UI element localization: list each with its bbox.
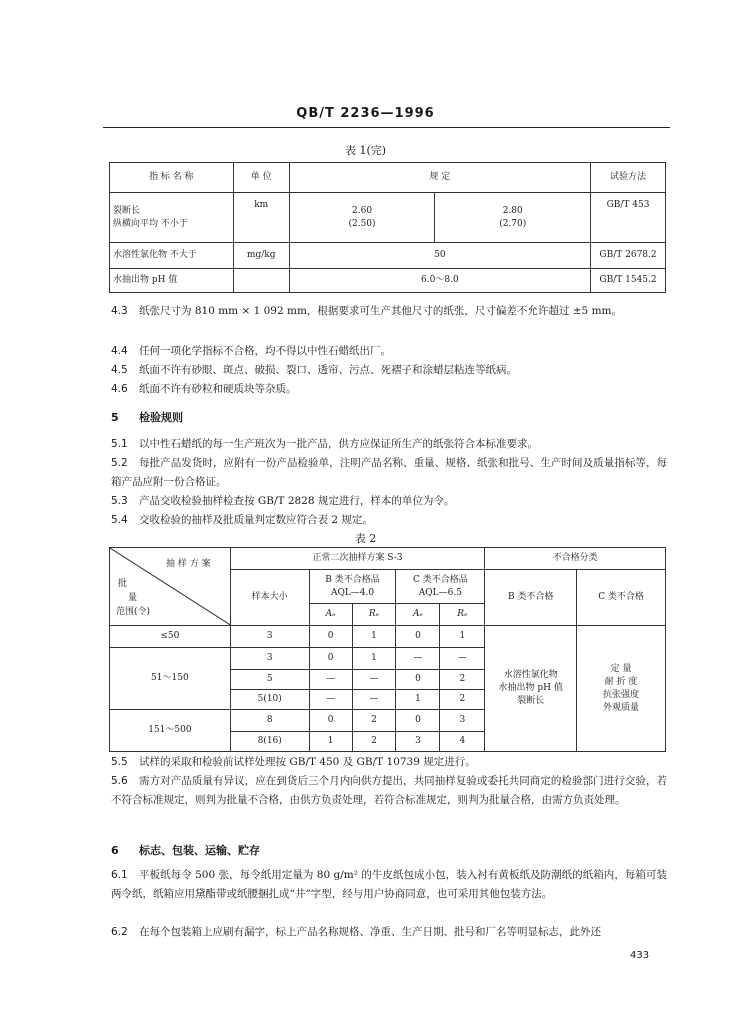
table2-cell-c-ac: 3 <box>396 732 440 752</box>
table1-cell-unit <box>233 269 289 293</box>
table1-row <box>110 269 666 293</box>
paragraph-text: 试样的采取和检验前试样处理按 GB/T 450 及 GB/T 10739 规定进行。 <box>139 756 476 768</box>
table2 <box>109 547 666 752</box>
table2-cell-range: 151～500 <box>110 710 231 752</box>
table2-cell-b-re: 1 <box>352 648 396 670</box>
b-class-aql: AQL—4.0 <box>330 587 375 598</box>
table2-cell-b-re: 2 <box>352 732 396 752</box>
page-number: 433 <box>630 950 650 961</box>
table2-cell-range: 51～150 <box>110 648 231 710</box>
table2-cell-range: ≤50 <box>110 626 231 648</box>
diagonal-bottom-text: 范围(令) <box>116 607 151 617</box>
paragraph-number: 5.4 <box>111 514 128 526</box>
table2-b-re-header: Rₑ <box>352 604 396 626</box>
c-item: 抗张强度 <box>603 689 640 700</box>
table2-cell-c-re: 1 <box>440 626 485 648</box>
table1-caption: 表 1(完) <box>344 144 387 157</box>
table2-plan-header: 正常二次抽样方案 S-3 <box>230 548 485 570</box>
paragraph-number: 5.1 <box>111 438 128 450</box>
paragraph-5-4 <box>111 511 667 530</box>
table2-cell-c-ac: 0 <box>396 626 440 648</box>
table2-cell-c-ac: — <box>396 648 440 670</box>
table2-cell-b-ac: 0 <box>309 626 352 648</box>
table1-value-a: 2.60 <box>352 205 373 216</box>
paragraph-text: 任何一项化学指标不合格，均不得以中性石蜡纸出厂。 <box>139 345 391 357</box>
paragraph-number: 5.2 <box>111 457 128 469</box>
paragraph-text: 交收检验的抽样及批质量判定数应符合表 2 规定。 <box>139 514 373 526</box>
table1-cell-value: 6.0～8.0 <box>289 269 590 293</box>
table1 <box>109 162 666 293</box>
paragraph-text: 产品交收检验抽样检查按 GB/T 2828 规定进行，样本的单位为令。 <box>139 495 455 507</box>
paragraph-4-6 <box>111 380 667 399</box>
paragraph-number: 6.2 <box>111 926 128 938</box>
paragraph-4-4 <box>111 342 667 361</box>
table1-cell-method: GB/T 2678.2 <box>591 243 666 269</box>
diagonal-mid-text: 批 <box>118 579 128 589</box>
section-number: 5 <box>111 411 119 424</box>
table2-cell-c-re: 2 <box>440 690 485 710</box>
document-header: QB/T 2236—1996 <box>296 106 435 121</box>
table1-cell-value: 50 <box>289 243 590 269</box>
table2-cell-c-re: 4 <box>440 732 485 752</box>
paragraph-number: 4.5 <box>111 364 128 376</box>
table2-cell-b-ac: — <box>309 690 352 710</box>
table1-cell-name: 水抽出物 pH 值 <box>110 269 234 293</box>
section-number: 6 <box>111 844 119 857</box>
paragraph-6-1 <box>111 866 667 904</box>
table2-cell-c-re: — <box>440 648 485 670</box>
paragraph-number: 6.1 <box>111 869 128 881</box>
table1-name-line2: 纵横向平均 不小于 <box>113 218 188 229</box>
table2-cell-size: 3 <box>230 626 309 648</box>
table1-cell-name <box>110 193 234 243</box>
table1-header-row <box>110 163 666 193</box>
table2-cell-b-re: 2 <box>352 710 396 732</box>
paragraph-number: 5.5 <box>111 756 128 768</box>
paragraph-text: 每批产品发货时，应附有一份产品检验单，注明产品名称、重量、规格、纸张和批号、生产时间及质量指标等，每箱产品应附一份合格证。 <box>111 457 667 488</box>
paragraph-text: 需方对产品质量有异议，应在到货后三个月内向供方提出，共同抽样复验或委托共同商定的检验部门进行交验，若不符合标准规定，则判为批量不合格，由供方负责处理，若符合标准规定，则判为批量合格，由需方负责处理。 <box>111 775 667 806</box>
table2-diagonal-header <box>110 548 231 626</box>
paragraph-text: 以中性石蜡纸的每一生产班次为一批产品，供方应保证所生产的纸张符合本标准要求。 <box>139 438 538 450</box>
section-6-heading <box>111 842 260 858</box>
table2-c-class-header <box>396 570 485 604</box>
table1-header-method: 试验方法 <box>591 163 666 193</box>
diagonal-mid2-text: 量 <box>128 593 138 603</box>
table2-cell-b-re: 1 <box>352 626 396 648</box>
table1-cell-unit: mg/kg <box>233 243 289 269</box>
table2-cell-b-ac: 0 <box>309 648 352 670</box>
table2-b-items-cell <box>485 626 577 752</box>
table1-value-b: (2.50) <box>348 218 376 229</box>
table2-sample-size-header: 样本大小 <box>230 570 309 626</box>
paragraph-text: 在每个包装箱上应刷有漏字，标上产品名称规格、净重、生产日期、批号和厂名等明显标志，此外还 <box>139 926 601 938</box>
b-class-label: B 类不合格品 <box>325 574 380 585</box>
table1-cell-unit: km <box>233 193 289 243</box>
table2-cell-size: 5 <box>230 670 309 690</box>
paragraph-number: 4.6 <box>111 383 128 395</box>
table2-b-unqualified-header: B 类不合格 <box>485 570 577 626</box>
table1-cell-value <box>289 193 435 243</box>
table2-cell-b-re: — <box>352 690 396 710</box>
table2-cell-b-re: — <box>352 670 396 690</box>
paragraph-5-2 <box>111 454 667 492</box>
table1-cell-method: GB/T 1545.2 <box>591 269 666 293</box>
table1-header-spec: 规 定 <box>289 163 590 193</box>
header-rule <box>103 127 670 128</box>
c-class-aql: AQL—6.5 <box>418 587 462 598</box>
table1-cell-method: GB/T 453 <box>591 193 666 243</box>
paragraph-5-3 <box>111 492 667 511</box>
table2-c-items-cell <box>577 626 666 752</box>
section-5-heading <box>111 409 183 425</box>
table2-b-class-header <box>309 570 396 604</box>
paragraph-5-6 <box>111 772 667 810</box>
b-item: 水抽出物 pH 值 <box>498 683 563 693</box>
section-title: 检验规则 <box>139 411 183 424</box>
table2-cell-size: 8 <box>230 710 309 732</box>
paragraph-number: 4.4 <box>111 345 128 357</box>
table1-value-a: 2.80 <box>502 205 523 216</box>
table2-c-unqualified-header: C 类不合格 <box>577 570 666 626</box>
paragraph-text: 平板纸每令 500 张，每令纸用定量为 80 g/m² 的牛皮纸包成小包，装入衬有黄板纸及防潮纸的纸箱内，每箱可装两令纸，纸箱应用黛酯带或纸腰捆扎成“井”字型，经与用户协商同意，也可采用其他包装方法。 <box>111 869 667 900</box>
paragraph-4-3 <box>111 302 667 321</box>
paragraph-5-5 <box>111 753 667 772</box>
paragraph-text: 纸张尺寸为 810 mm × 1 092 mm，根据要求可生产其他尺寸的纸张，尺寸偏差不允许超过 ±5 mm。 <box>139 305 622 317</box>
table1-value-b: (2.70) <box>499 218 527 229</box>
diagonal-top-text: 抽 样 方 案 <box>166 559 211 569</box>
table2-cell-c-ac: 0 <box>396 710 440 732</box>
table2-cell-size: 5(10) <box>230 690 309 710</box>
table2-unqualified-header: 不合格分类 <box>485 548 666 570</box>
b-item: 裂断长 <box>517 696 545 706</box>
paragraph-text: 纸面不许有砂粒和硬质块等杂质。 <box>139 383 297 395</box>
table2-c-ac-header: Aₑ <box>396 604 440 626</box>
table2-cell-b-ac: — <box>309 670 352 690</box>
table2-c-re-header: Rₑ <box>440 604 485 626</box>
paragraph-number: 4.3 <box>111 305 128 317</box>
c-class-label: C 类不合格品 <box>413 574 468 585</box>
table2-cell-size: 3 <box>230 648 309 670</box>
section-title: 标志、包装、运输、贮存 <box>139 844 260 857</box>
table-row <box>110 626 666 648</box>
table2-cell-c-re: 2 <box>440 670 485 690</box>
c-item: 耐 折 度 <box>604 676 638 687</box>
table1-header-name: 指 标 名 称 <box>110 163 234 193</box>
table2-cell-b-ac: 0 <box>309 710 352 732</box>
table1-cell-name: 水溶性氯化物 不大于 <box>110 243 234 269</box>
table2-cell-b-ac: 1 <box>309 732 352 752</box>
table1-name-line1: 裂断长 <box>113 205 141 216</box>
table2-caption: 表 2 <box>354 532 377 545</box>
c-item: 定 量 <box>610 663 632 674</box>
table2-header-row <box>110 548 666 570</box>
paragraph-text: 纸面不许有砂眼、斑点、破损、裂口、透帘、污点、死褶子和涂蜡层粘连等纸病。 <box>139 364 517 376</box>
paragraph-6-2 <box>111 923 667 942</box>
paragraph-4-5 <box>111 361 667 380</box>
table1-row <box>110 193 666 243</box>
table2-cell-c-ac: 0 <box>396 670 440 690</box>
table1-row <box>110 243 666 269</box>
table1-header-unit: 单 位 <box>233 163 289 193</box>
paragraph-number: 5.3 <box>111 495 128 507</box>
table1-cell-value <box>435 193 591 243</box>
table2-b-ac-header: Aₑ <box>309 604 352 626</box>
table2-cell-c-re: 3 <box>440 710 485 732</box>
paragraph-number: 5.6 <box>111 775 128 787</box>
paragraph-5-1 <box>111 435 667 454</box>
table2-cell-c-ac: 1 <box>396 690 440 710</box>
table2-cell-size: 8(16) <box>230 732 309 752</box>
b-item: 水溶性氯化物 <box>503 670 558 680</box>
c-item: 外观质量 <box>603 702 640 713</box>
